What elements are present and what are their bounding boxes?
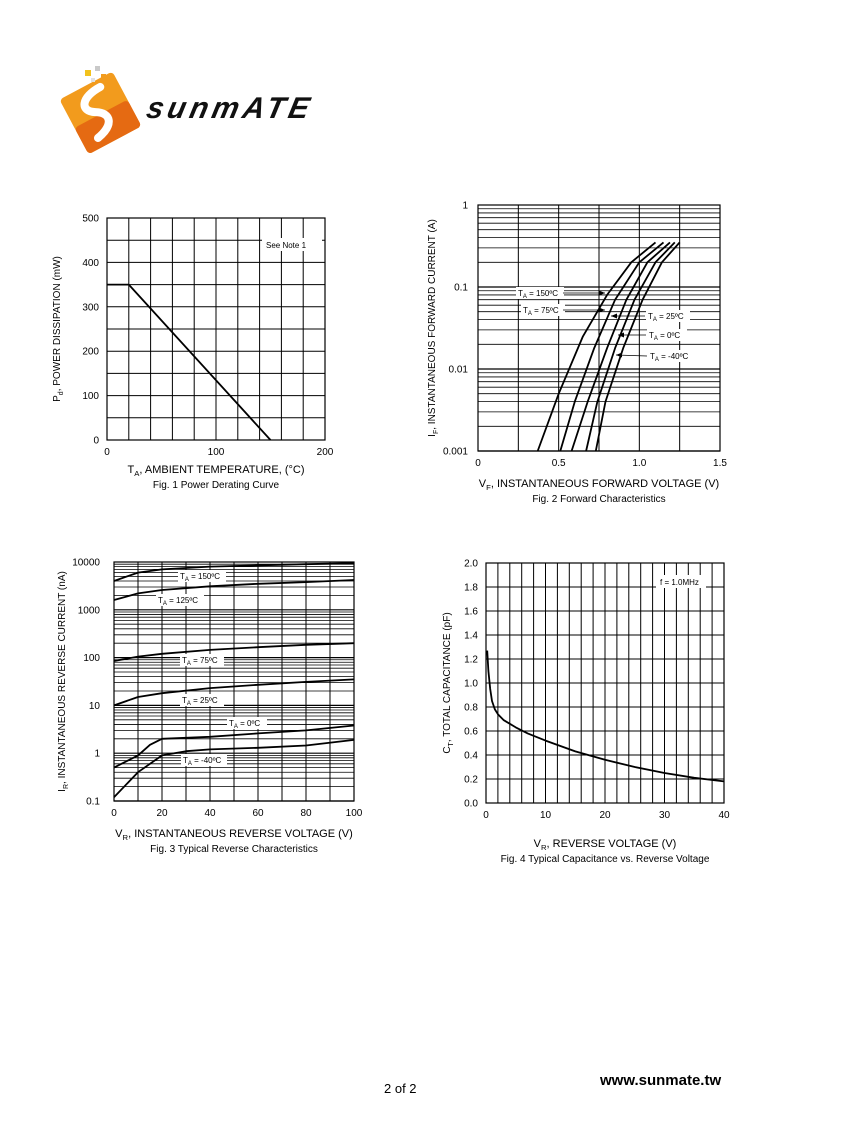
series-label-rest: = -40ºC bbox=[191, 756, 222, 765]
series-label-main: T bbox=[518, 289, 523, 298]
brand-name: sunmATE bbox=[143, 92, 317, 125]
series-label-main: T bbox=[649, 331, 654, 340]
series-label-sub: A bbox=[187, 761, 192, 767]
series-line bbox=[538, 242, 656, 451]
series-label-rest: = 25ºC bbox=[656, 312, 684, 321]
x-tick-label: 10 bbox=[539, 810, 552, 821]
x-axis-label-rest: , INSTANTANEOUS FORWARD VOLTAGE (V) bbox=[490, 478, 720, 490]
y-tick-label: 200 bbox=[82, 346, 99, 358]
y-tick-label: 300 bbox=[82, 302, 99, 314]
y-axis-label-sub: R bbox=[63, 783, 70, 790]
y-axis-label bbox=[52, 256, 65, 402]
x-axis-label-rest: , REVERSE VOLTAGE (V) bbox=[546, 838, 677, 850]
y-tick-label: 10000 bbox=[72, 557, 100, 569]
y-tick-label: 0.4 bbox=[464, 750, 478, 762]
y-tick-label: 0.01 bbox=[448, 364, 468, 376]
chart-caption: Fig. 4 Typical Capacitance vs. Reverse Voltage bbox=[500, 854, 710, 865]
x-axis-label-rest: , AMBIENT TEMPERATURE, (°C) bbox=[139, 464, 305, 476]
chart-annotation: See Note 1 bbox=[266, 241, 307, 250]
x-tick-label: 100 bbox=[345, 808, 363, 819]
y-tick-label: 1.6 bbox=[464, 606, 478, 618]
x-tick-label: 1.0 bbox=[632, 458, 647, 469]
chart-caption: Fig. 1 Power Derating Curve bbox=[152, 480, 280, 491]
series-label-sub: A bbox=[233, 724, 238, 730]
y-axis-label-rest: , INSTANTANEOUS REVERSE CURRENT (nA) bbox=[57, 571, 68, 784]
series-label-sub: A bbox=[162, 601, 167, 607]
grid bbox=[486, 563, 724, 803]
x-tick-label: 0 bbox=[104, 447, 110, 458]
y-axis-label-main: P bbox=[52, 395, 63, 402]
y-tick-label: 400 bbox=[82, 257, 99, 269]
y-axis-label-sub: d bbox=[58, 391, 65, 396]
series-label-rest: = 75ºC bbox=[531, 306, 559, 315]
series-label-rest: = 150ºC bbox=[188, 572, 221, 581]
x-tick-label: 30 bbox=[658, 810, 671, 821]
series-label-sub: A bbox=[653, 336, 658, 342]
power-derating-chart bbox=[40, 205, 360, 495]
series-label-sub: A bbox=[527, 311, 532, 317]
y-axis-label bbox=[57, 571, 70, 792]
y-axis-label bbox=[442, 612, 455, 753]
series-label-rest: = 0ºC bbox=[657, 331, 681, 340]
y-tick-label: 1.8 bbox=[464, 582, 478, 594]
capacitance-chart bbox=[430, 555, 740, 865]
y-tick-label: 0.1 bbox=[86, 796, 100, 808]
chart-caption: Fig. 2 Forward Characteristics bbox=[532, 494, 666, 505]
series-label-main: T bbox=[183, 756, 188, 765]
series-label-rest: = 75ºC bbox=[190, 656, 218, 665]
y-tick-label: 0 bbox=[93, 435, 99, 447]
y-tick-label: 0.0 bbox=[464, 798, 478, 810]
x-tick-label: 100 bbox=[207, 447, 225, 458]
y-axis-label-rest: , INSTANTANEOUS FORWARD CURRENT (A) bbox=[427, 219, 438, 430]
x-tick-label: 60 bbox=[252, 808, 264, 819]
y-axis-label-main: C bbox=[442, 746, 453, 754]
series-line bbox=[560, 242, 663, 451]
y-axis-label-rest: , TOTAL CAPACITANCE (pF) bbox=[442, 612, 453, 743]
website-link[interactable]: www.sunmate.tw bbox=[600, 1072, 722, 1089]
y-axis-label-main: I bbox=[57, 789, 68, 792]
x-axis-label-sub: R bbox=[122, 833, 129, 842]
y-tick-label: 1.4 bbox=[464, 630, 478, 642]
x-tick-label: 1.5 bbox=[713, 458, 727, 469]
x-axis-label bbox=[115, 828, 353, 842]
x-axis-label-rest: , INSTANTANEOUS REVERSE VOLTAGE (V) bbox=[128, 828, 353, 840]
series-label-main: T bbox=[648, 312, 653, 321]
x-tick-label: 0 bbox=[475, 458, 481, 469]
x-tick-label: 200 bbox=[316, 447, 334, 458]
y-tick-label: 0.001 bbox=[442, 446, 468, 458]
x-tick-label: 40 bbox=[718, 810, 730, 821]
x-tick-label: 20 bbox=[156, 808, 168, 819]
y-axis-label-main: I bbox=[427, 434, 438, 437]
y-tick-label: 2.0 bbox=[464, 558, 478, 570]
x-axis-label bbox=[127, 464, 304, 478]
series-label-rest: = 150ºC bbox=[526, 289, 559, 298]
chart-caption: Fig. 3 Typical Reverse Characteristics bbox=[150, 844, 318, 855]
series-label-main: T bbox=[182, 696, 187, 705]
x-axis-label bbox=[534, 838, 677, 852]
series-label-main: T bbox=[523, 306, 528, 315]
grid bbox=[478, 205, 720, 451]
y-tick-label: 1.0 bbox=[464, 678, 478, 690]
y-tick-label: 100 bbox=[83, 653, 100, 665]
label-arrowhead bbox=[611, 314, 617, 319]
series-label-sub: A bbox=[522, 294, 527, 300]
y-axis-label-sub: F bbox=[433, 429, 440, 435]
series-label-main: T bbox=[158, 596, 163, 605]
page-number: 2 of 2 bbox=[384, 1081, 417, 1096]
chart-annotation: f = 1.0MHz bbox=[660, 578, 699, 587]
x-axis-label bbox=[479, 478, 719, 492]
series-label-main: T bbox=[229, 719, 234, 728]
x-tick-label: 80 bbox=[300, 808, 312, 819]
x-axis-label-main: V bbox=[478, 478, 487, 490]
x-tick-label: 0.5 bbox=[551, 458, 566, 469]
x-axis-label-sub: F bbox=[486, 483, 491, 492]
y-axis-label-sub: T bbox=[448, 742, 455, 747]
x-tick-label: 20 bbox=[599, 810, 611, 821]
y-tick-label: 1 bbox=[462, 200, 468, 212]
x-tick-label: 0 bbox=[483, 810, 489, 821]
y-tick-label: 1000 bbox=[77, 605, 100, 617]
series-label-rest: = 0ºC bbox=[237, 719, 261, 728]
series-label-sub: A bbox=[652, 317, 657, 323]
y-tick-label: 0.6 bbox=[464, 726, 478, 738]
x-axis-label-main: T bbox=[127, 464, 135, 476]
series-label-rest: = -40ºC bbox=[658, 352, 689, 361]
series-label-main: T bbox=[182, 656, 187, 665]
y-tick-label: 0.8 bbox=[464, 702, 478, 714]
x-axis-label-sub: R bbox=[540, 843, 547, 852]
reverse-characteristics-chart bbox=[45, 550, 375, 860]
x-tick-label: 0 bbox=[111, 808, 117, 819]
y-axis-label bbox=[427, 219, 440, 437]
series-label-rest: = 125ºC bbox=[166, 596, 199, 605]
y-tick-label: 0.1 bbox=[454, 282, 468, 294]
series-label-rest: = 25ºC bbox=[190, 696, 218, 705]
y-tick-label: 10 bbox=[88, 700, 100, 712]
y-axis-label-rest: , POWER DISSIPATION (mW) bbox=[52, 256, 63, 392]
series-line bbox=[107, 285, 271, 440]
forward-characteristics-chart bbox=[415, 195, 745, 515]
series-label-main: T bbox=[650, 352, 655, 361]
y-tick-label: 0.2 bbox=[464, 774, 478, 786]
x-axis-label-main: V bbox=[115, 828, 123, 840]
series-label-sub: A bbox=[654, 357, 659, 363]
x-axis-label-sub: A bbox=[134, 469, 140, 478]
x-tick-label: 40 bbox=[204, 808, 216, 819]
grid bbox=[107, 218, 325, 440]
label-arrowhead bbox=[616, 353, 622, 358]
y-tick-label: 100 bbox=[82, 391, 99, 403]
series-label-main: T bbox=[180, 572, 185, 581]
x-axis-label-main: V bbox=[533, 838, 541, 850]
series-label-sub: A bbox=[184, 577, 189, 583]
series-label-sub: A bbox=[186, 661, 191, 667]
y-tick-label: 500 bbox=[82, 213, 99, 225]
y-tick-label: 1.2 bbox=[464, 654, 478, 666]
series-label-sub: A bbox=[186, 701, 191, 707]
y-tick-label: 1 bbox=[94, 748, 100, 760]
